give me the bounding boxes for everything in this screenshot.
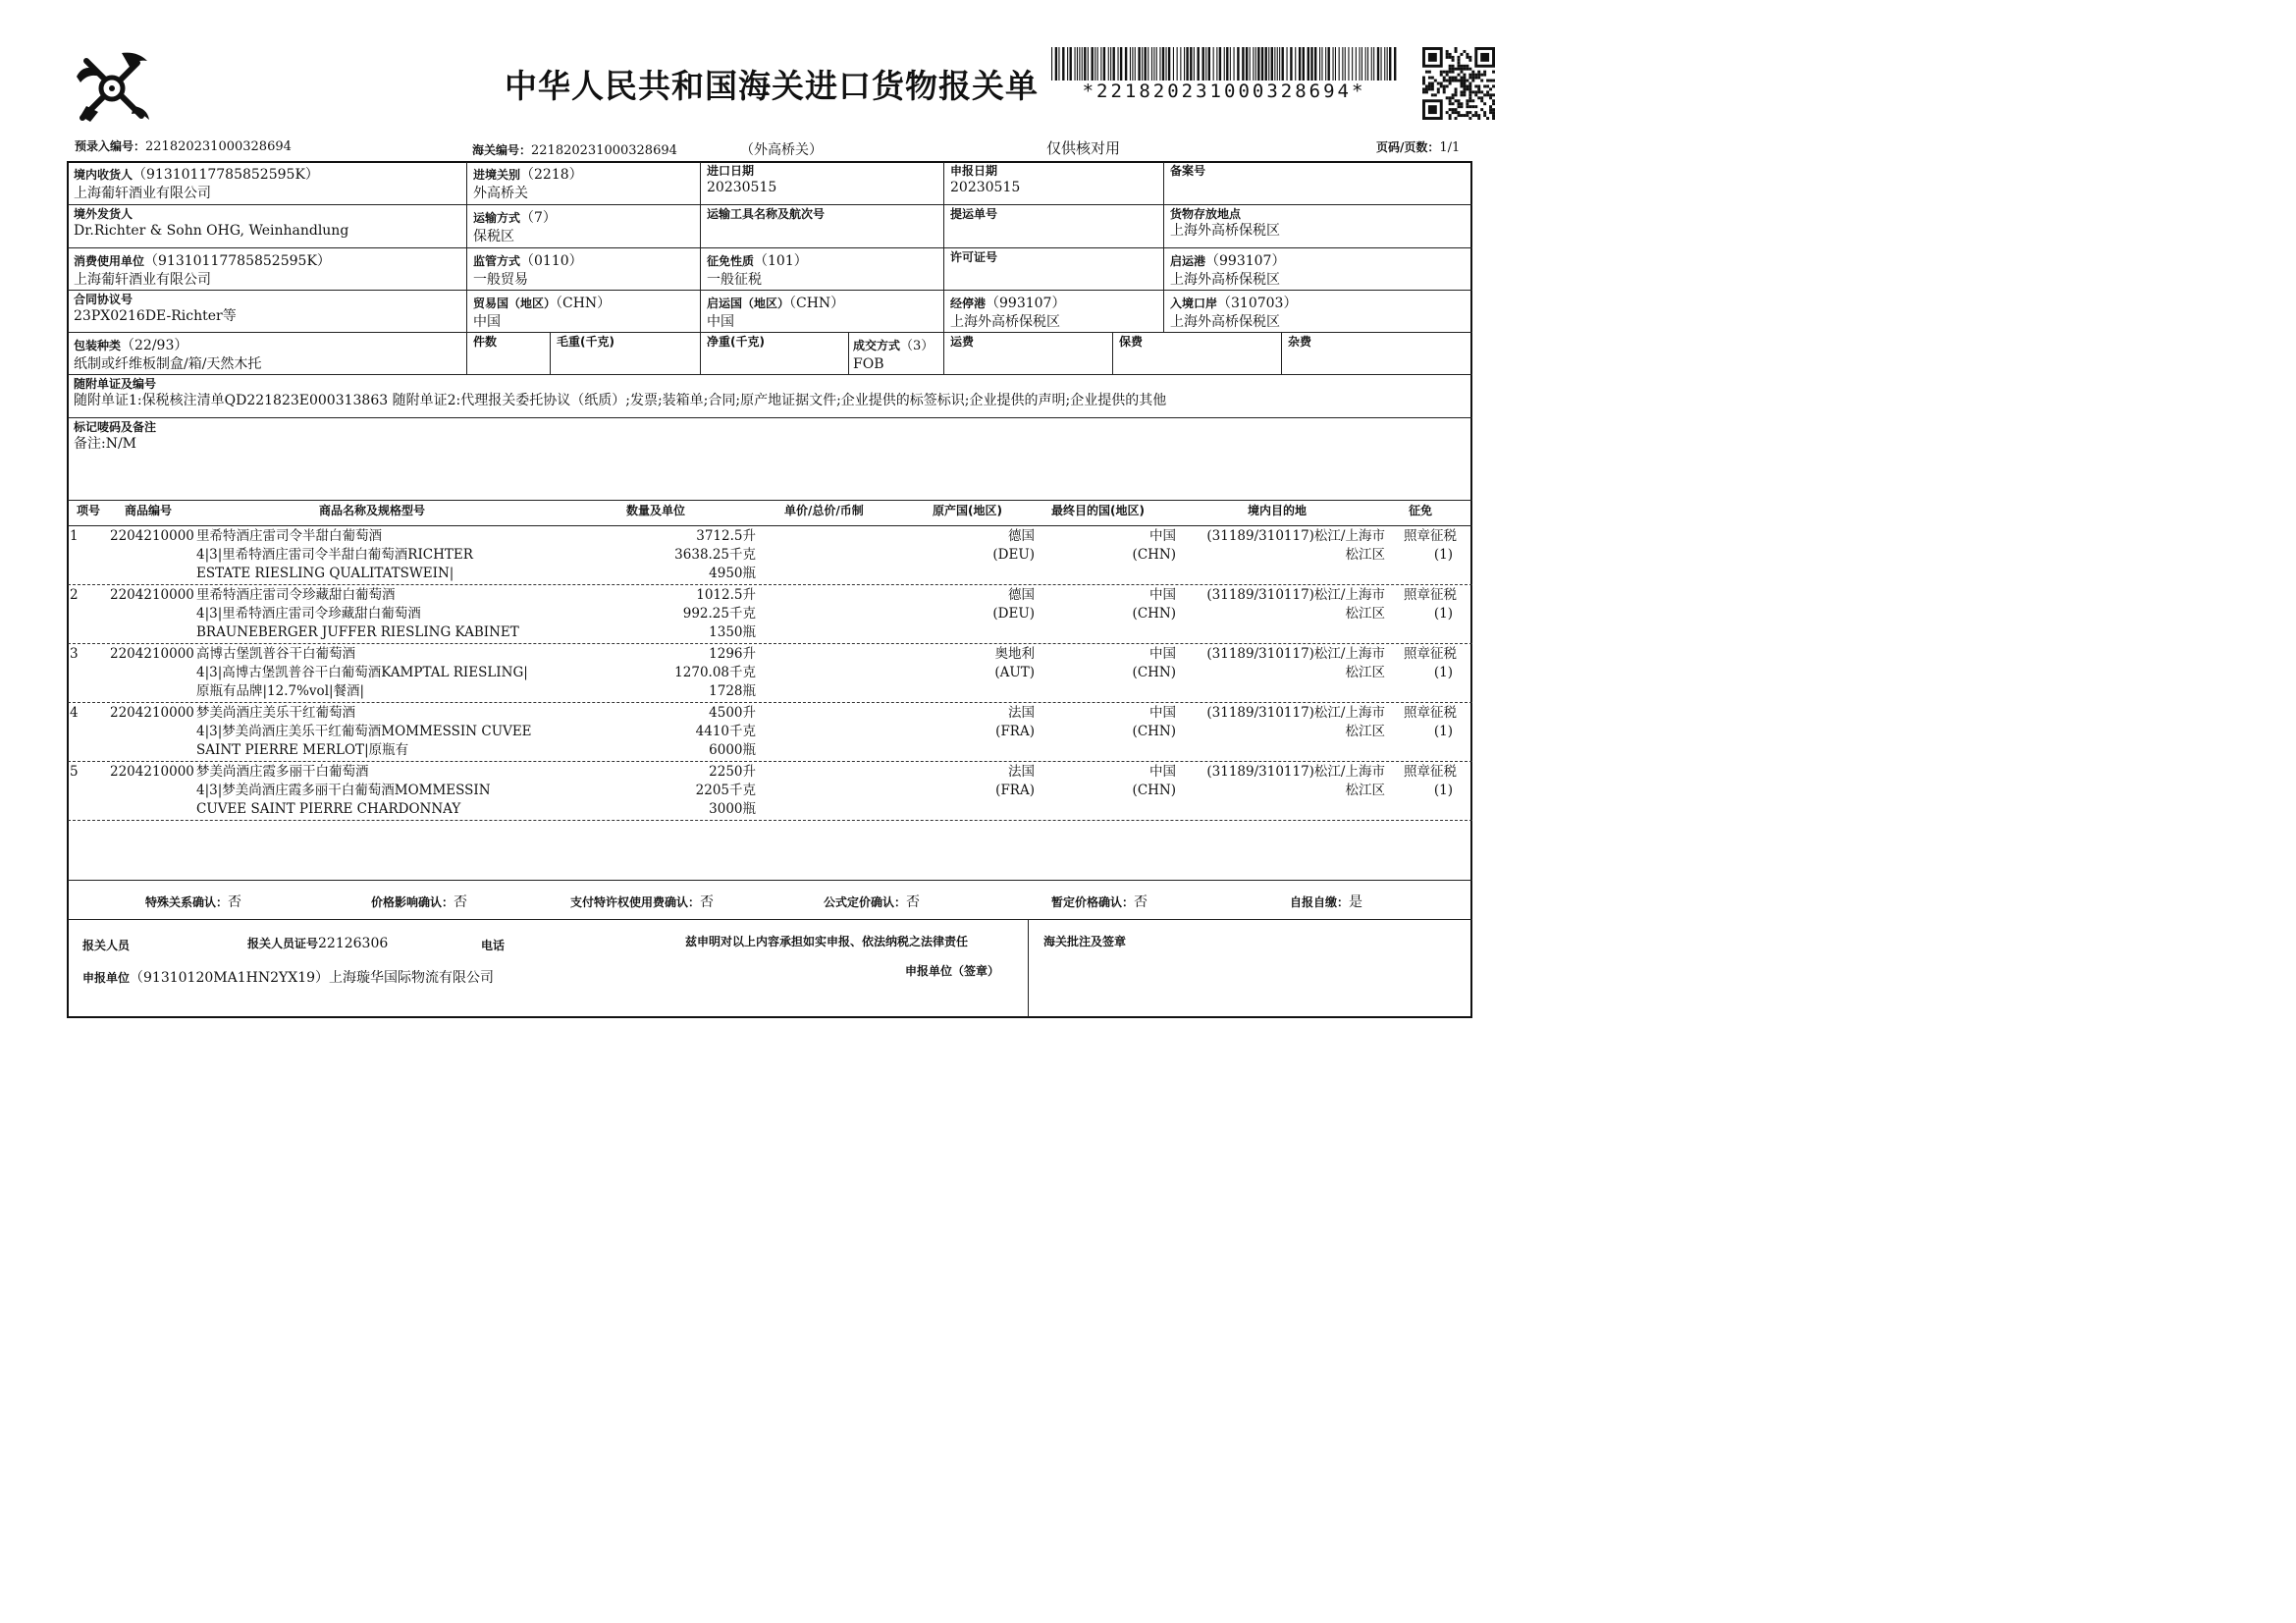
goods-code: 2204210000 xyxy=(110,705,194,721)
goods-tax: 照章征税 xyxy=(1404,646,1457,662)
goods-item-no: 1 xyxy=(70,528,79,544)
customs-emblem-icon xyxy=(73,47,153,128)
goods-code: 2204210000 xyxy=(110,764,194,780)
goods-header-code: 商品编号 xyxy=(125,504,173,517)
origin-country-field: 启运国（地区）（CHN） 中国 xyxy=(707,296,845,330)
declarer-label: 报关人员 xyxy=(82,939,131,952)
goods-header-quantity: 数量及单位 xyxy=(626,504,686,517)
import-date-field: 进口日期 20230515 xyxy=(707,164,777,195)
goods-domestic: (31189/310117)松江/上海市 xyxy=(1206,764,1385,780)
goods-destination: 中国 xyxy=(1149,528,1176,544)
goods-name: 梦美尚酒庄美乐干红葡萄酒 xyxy=(196,705,355,721)
goods-name: 梦美尚酒庄霞多丽干白葡萄酒 xyxy=(196,764,369,780)
goods-header-origin: 原产国(地区) xyxy=(933,504,1002,517)
marks-remarks-field: 标记唛码及备注 备注:N/M xyxy=(74,420,157,452)
goods-header-name: 商品名称及规格型号 xyxy=(319,504,426,517)
pre-entry-number: 预录入编号：221820231000328694 xyxy=(75,139,292,154)
exemption-field: 征免性质（101） 一般征税 xyxy=(707,253,808,288)
goods-tax: 照章征税 xyxy=(1404,705,1457,721)
goods-domestic: (31189/310117)松江/上海市 xyxy=(1206,646,1385,662)
goods-origin: 法国 xyxy=(1008,705,1035,721)
goods-header-domestic: 境内目的地 xyxy=(1248,504,1308,517)
special-relation-confirm: 特殊关系确认：否 xyxy=(145,894,242,910)
goods-domestic: (31189/310117)松江/上海市 xyxy=(1206,587,1385,603)
goods-domestic: (31189/310117)松江/上海市 xyxy=(1206,528,1385,544)
shipper-field: 境外发货人 Dr.Richter & Sohn OHG, Weinhandlung xyxy=(74,207,349,239)
goods-code: 2204210000 xyxy=(110,587,194,603)
goods-header-tax: 征免 xyxy=(1409,504,1433,517)
price-impact-confirm: 价格影响确认：否 xyxy=(371,894,468,910)
consignee-field: 境内收货人（91310117785852595K） 上海葡轩酒业有限公司 xyxy=(74,167,319,201)
goods-destination: 中国 xyxy=(1149,587,1176,603)
record-number-field: 备案号 xyxy=(1170,164,1206,178)
legal-statement: 兹申明对以上内容承担如实申报、依法纳税之法律责任 xyxy=(685,935,969,948)
goods-domestic: (31189/310117)松江/上海市 xyxy=(1206,705,1385,721)
goods-header-price: 单价/总价/币制 xyxy=(784,504,864,517)
customs-sign-label: 海关批注及签章 xyxy=(1043,935,1127,948)
goods-tax: 照章征税 xyxy=(1404,587,1457,603)
customs-name: （外高桥关） xyxy=(740,142,824,158)
goods-origin: 德国 xyxy=(1008,528,1035,544)
declare-date-field: 申报日期 20230515 xyxy=(950,164,1021,195)
entry-customs-field: 进境关别（2218） 外高桥关 xyxy=(473,167,583,201)
goods-quantity: 1296升 xyxy=(709,646,756,662)
trade-country-field: 贸易国（地区）（CHN） 中国 xyxy=(473,296,612,330)
goods-item-no: 4 xyxy=(70,705,79,721)
page-number: 页码/页数：1/1 xyxy=(1376,140,1461,155)
deal-mode-field: 成交方式（3） FOB xyxy=(853,339,934,372)
goods-name: 里希特酒庄雷司令珍藏甜白葡萄酒 xyxy=(196,587,396,603)
transport-mode-field: 运输方式（7） 保税区 xyxy=(473,210,557,244)
declarer-cert: 报关人员证号22126306 xyxy=(247,936,389,951)
freight-field: 运费 xyxy=(950,335,975,349)
gross-weight-field: 毛重(千克) xyxy=(557,335,614,349)
goods-code: 2204210000 xyxy=(110,528,194,544)
departure-port-field: 启运港（993107） 上海外高桥保税区 xyxy=(1170,253,1286,288)
goods-origin: 德国 xyxy=(1008,587,1035,603)
consumer-field: 消费使用单位（91310117785852595K） 上海葡轩酒业有限公司 xyxy=(74,253,331,288)
goods-destination: 中国 xyxy=(1149,646,1176,662)
package-type-field: 包装种类（22/93） 纸制或纤维板制盒/箱/天然木托 xyxy=(74,338,262,372)
goods-quantity: 2250升 xyxy=(709,764,756,780)
pieces-field: 件数 xyxy=(473,335,498,349)
goods-quantity: 4500升 xyxy=(709,705,756,721)
contract-field: 合同协议号 23PX0216DE-Richter等 xyxy=(74,293,237,324)
goods-tax: 照章征税 xyxy=(1404,528,1457,544)
misc-fee-field: 杂费 xyxy=(1288,335,1312,349)
goods-tax: 照章征税 xyxy=(1404,764,1457,780)
license-field: 许可证号 xyxy=(950,250,998,264)
goods-row: 1 2204210000 里希特酒庄雷司令半甜白葡萄酒 4|3|里希特酒庄雷司令半甜白葡萄酒RICHTER ESTATE RIESLING QUALITATSWEIN| 3712.5升 3638.25千克 4950瓶 德国 (DEU) 中国 (CHN) (31189/310117)松江/上海市 松江区 照章征税 (1) xyxy=(70,528,1457,581)
goods-row: 4 2204210000 梦美尚酒庄美乐干红葡萄酒 4|3|梦美尚酒庄美乐干红葡萄酒MOMMESSIN CUVEE SAINT PIERRE MERLOT|原瓶有 4500升 4410千克 6000瓶 法国 (FRA) 中国 (CHN) (31189/310117)松江/上海市 松江区 照章征税 (1) xyxy=(70,705,1457,758)
self-declare-confirm: 自报自缴：是 xyxy=(1290,894,1363,910)
supervision-field: 监管方式（0110） 一般贸易 xyxy=(473,253,583,288)
goods-code: 2204210000 xyxy=(110,646,194,662)
barcode-text: *221820231000328694* xyxy=(1082,81,1366,102)
goods-name: 里希特酒庄雷司令半甜白葡萄酒 xyxy=(196,528,382,544)
net-weight-field: 净重(千克) xyxy=(707,335,765,349)
goods-item-no: 3 xyxy=(70,646,79,662)
transit-port-field: 经停港（993107） 上海外高桥保税区 xyxy=(950,296,1066,330)
vessel-field: 运输工具名称及航次号 xyxy=(707,207,826,221)
barcode-icon xyxy=(1051,47,1397,81)
goods-header-destination: 最终目的国(地区) xyxy=(1051,504,1145,517)
goods-destination: 中国 xyxy=(1149,705,1176,721)
goods-row: 3 2204210000 高博古堡凯普谷干白葡萄酒 4|3|高博古堡凯普谷干白葡萄酒KAMPTAL RIESLING| 原瓶有品牌|12.7%vol|餐酒| 1296升 1270.08千克 1728瓶 奥地利 (AUT) 中国 (CHN) (31189/310117)松江/上海市 松江区 照章征税 (1) xyxy=(70,646,1457,699)
entry-port-field: 入境口岸（310703） 上海外高桥保税区 xyxy=(1170,296,1298,330)
goods-quantity: 1012.5升 xyxy=(696,587,756,603)
customs-number: 海关编号：221820231000328694 （外高桥关） xyxy=(472,142,824,158)
goods-origin: 法国 xyxy=(1008,764,1035,780)
provisional-price-confirm: 暂定价格确认：否 xyxy=(1051,894,1148,910)
goods-quantity: 3712.5升 xyxy=(696,528,756,544)
goods-destination: 中国 xyxy=(1149,764,1176,780)
storage-place-field: 货物存放地点 上海外高桥保税区 xyxy=(1170,207,1280,239)
goods-item-no: 5 xyxy=(70,764,79,780)
declare-unit: 申报单位（91310120MA1HN2YX19）上海璇华国际物流有限公司 xyxy=(82,970,495,986)
qr-code-icon xyxy=(1422,47,1495,120)
goods-origin: 奥地利 xyxy=(994,646,1035,662)
phone-label: 电话 xyxy=(481,939,506,952)
goods-item-no: 2 xyxy=(70,587,79,603)
verification-note: 仅供核对用 xyxy=(1046,139,1121,157)
declare-unit-seal: 申报单位（签章） xyxy=(905,964,1000,978)
royalty-confirm: 支付特许权使用费确认：否 xyxy=(570,894,715,910)
goods-row: 5 2204210000 梦美尚酒庄霞多丽干白葡萄酒 4|3|梦美尚酒庄霞多丽干白葡萄酒MOMMESSIN CUVEE SAINT PIERRE CHARDONNAY 2250升 2205千克 3000瓶 法国 (FRA) 中国 (CHN) (31189/310117)松江/上海市 松江区 照章征税 (1) xyxy=(70,764,1457,817)
document-title: 中华人民共和国海关进口货物报关单 xyxy=(505,67,1039,105)
goods-row: 2 2204210000 里希特酒庄雷司令珍藏甜白葡萄酒 4|3|里希特酒庄雷司令珍藏甜白葡萄酒 BRAUNEBERGER JUFFER RIESLING KABINET 1012.5升 992.25千克 1350瓶 德国 (DEU) 中国 (CHN) (31189/310117)松江/上海市 松江区 照章征税 (1) xyxy=(70,587,1457,640)
goods-name: 高博古堡凯普谷干白葡萄酒 xyxy=(196,646,355,662)
insurance-field: 保费 xyxy=(1119,335,1144,349)
bill-number-field: 提运单号 xyxy=(950,207,998,221)
goods-header-item-no: 项号 xyxy=(77,504,101,517)
formula-price-confirm: 公式定价确认：否 xyxy=(824,894,921,910)
documents-field: 随附单证及编号 随附单证1:保税核注清单QD221823E000313863 随附单证2:代理报关委托协议（纸质）;发票;装箱单;合同;原产地证据文件;企业提供的标签标识;企业提供的声明;企业提供的其他 xyxy=(74,377,1167,408)
